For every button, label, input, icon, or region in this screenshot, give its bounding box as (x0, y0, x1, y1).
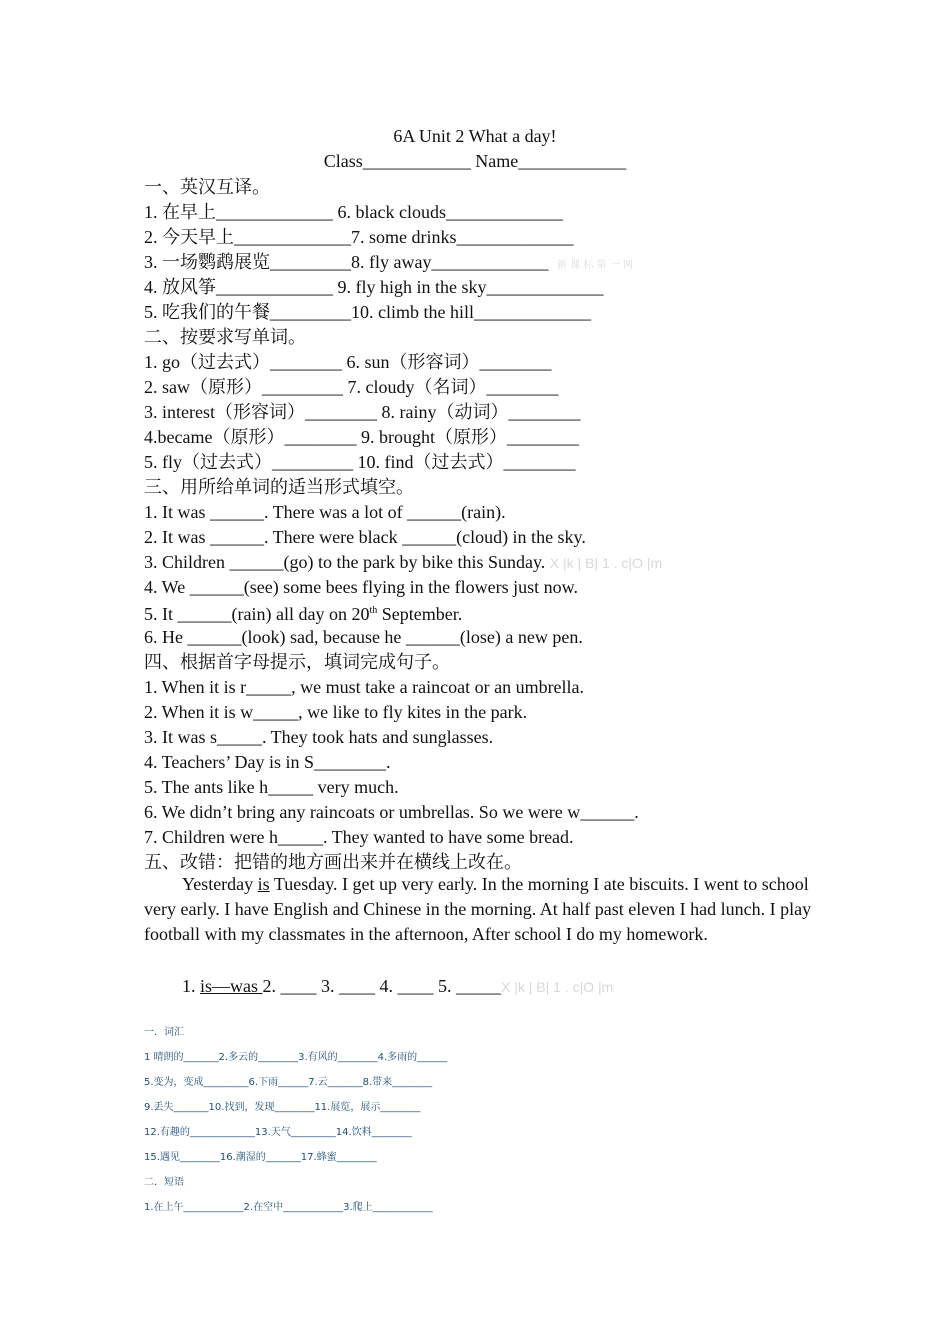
section4-item: 6. We didn’t bring any raincoats or umbrellas. So we were w______. (144, 802, 639, 822)
section1-item (144, 251, 633, 277)
section3-item: 1. It was ______. There was a lot of ______(rain). (144, 502, 506, 522)
section5-heading: 五、改错：把错的地方画出来并在横线上改在。 (144, 852, 522, 872)
section3-item: 4. We ______(see) some bees flying in the flowers just now. (144, 577, 578, 597)
answer-prefix: 1. (182, 976, 200, 996)
vocab-item: 12.有趣的_____________13.天气_________14.饮料________ (144, 1127, 412, 1138)
watermark: X |k | B| 1 . c|O |m (501, 979, 614, 995)
section3-item-text: 5. It ______(rain) all day on 20 (144, 604, 370, 624)
section3-item-text: 3. Children ______(go) to the park by bike this Sunday. (144, 552, 546, 572)
section1-item: 1. 在早上_____________ 6. black clouds_____________ (144, 202, 563, 222)
superscript: th (369, 605, 378, 616)
vocab-item: 1 晴朗的_______2.多云的________3.有风的________4.多雨的______ (144, 1052, 448, 1063)
section4-heading: 四、根据首字母提示，填词完成句子。 (144, 652, 450, 672)
section3-heading: 三、用所给单词的适当形式填空。 (144, 477, 414, 497)
section1-item-text: 3. 一场鹦鹉展览_________8. fly away_____________ (144, 252, 549, 272)
section5-answers (182, 975, 613, 998)
section2-heading: 二、按要求写单词。 (144, 327, 306, 347)
section4-item: 5. The ants like h_____ very much. (144, 777, 399, 797)
class-name-line: Class____________ Name____________ (323, 151, 627, 171)
section1-heading: 一、英汉互译。 (144, 177, 270, 197)
section3-item: 2. It was ______. There were black ______(cloud) in the sky. (144, 527, 586, 547)
vocab-heading: 一．词汇 (144, 1027, 184, 1038)
answer-blanks: 2. ____ 3. ____ 4. ____ 5. _____ (262, 976, 501, 996)
section2-item: 3. interest（形容词）________ 8. rainy（动词）________ (144, 402, 581, 422)
section3-item (144, 551, 662, 574)
worksheet-title: 6A Unit 2 What a day! (393, 126, 557, 146)
watermark: 新 课 标 第 一 网 (556, 260, 633, 271)
section2-item: 4.became（原形）________ 9. brought（原形）________ (144, 427, 579, 447)
section2-item: 5. fly（过去式）_________ 10. find（过去式）________ (144, 452, 576, 472)
section4-item: 2. When it is w_____, we like to fly kites in the park. (144, 702, 528, 722)
answer-example: is—was (200, 976, 263, 996)
section1-item: 4. 放风筝_____________ 9. fly high in the sky_____________ (144, 277, 604, 297)
section1-item: 2. 今天早上_____________7. some drinks_____________ (144, 227, 574, 247)
section2-item: 2. saw（原形）_________ 7. cloudy（名词）________ (144, 377, 559, 397)
paragraph-text: Tuesday. I get up very early. In the morning I ate biscuits. I went to school very early. I have English and Chinese in the morning. At half past eleven I had lunch. I play football with my classmates in the afternoon, After school I do my homework. (144, 874, 812, 944)
section3-item: 6. He ______(look) sad, because he ______(lose) a new pen. (144, 627, 583, 647)
section3-item-text: September. (377, 604, 463, 624)
error-word: is (257, 874, 270, 894)
phrases-item: 1.在上午____________2.在空中____________3.爬上____________ (144, 1202, 433, 1213)
watermark: X |k | B| 1 . c|O |m (549, 555, 663, 571)
vocab-item: 15.遇见________16.潮湿的_______17.蜂蜜________ (144, 1152, 377, 1163)
paragraph-text: Yesterday (182, 874, 258, 894)
section4-item: 4. Teachers’ Day is in S________. (144, 752, 391, 772)
section3-item (144, 600, 462, 625)
phrases-heading: 二．短语 (144, 1177, 184, 1188)
vocab-item: 9.丢失_______10.找到，发现________11.展览，展示________ (144, 1102, 421, 1113)
section4-item: 7. Children were h_____. They wanted to have some bread. (144, 827, 574, 847)
vocab-item: 5.变为，变成_________6.下雨______7.云_______8.带来________ (144, 1077, 433, 1088)
section4-item: 1. When it is r_____, we must take a raincoat or an umbrella. (144, 677, 585, 697)
section5-paragraph (144, 872, 814, 947)
section1-item: 5. 吃我们的午餐_________10. climb the hill_____________ (144, 302, 591, 322)
section4-item: 3. It was s_____. They took hats and sunglasses. (144, 727, 494, 747)
section2-item: 1. go（过去式）________ 6. sun（形容词）________ (144, 352, 552, 372)
